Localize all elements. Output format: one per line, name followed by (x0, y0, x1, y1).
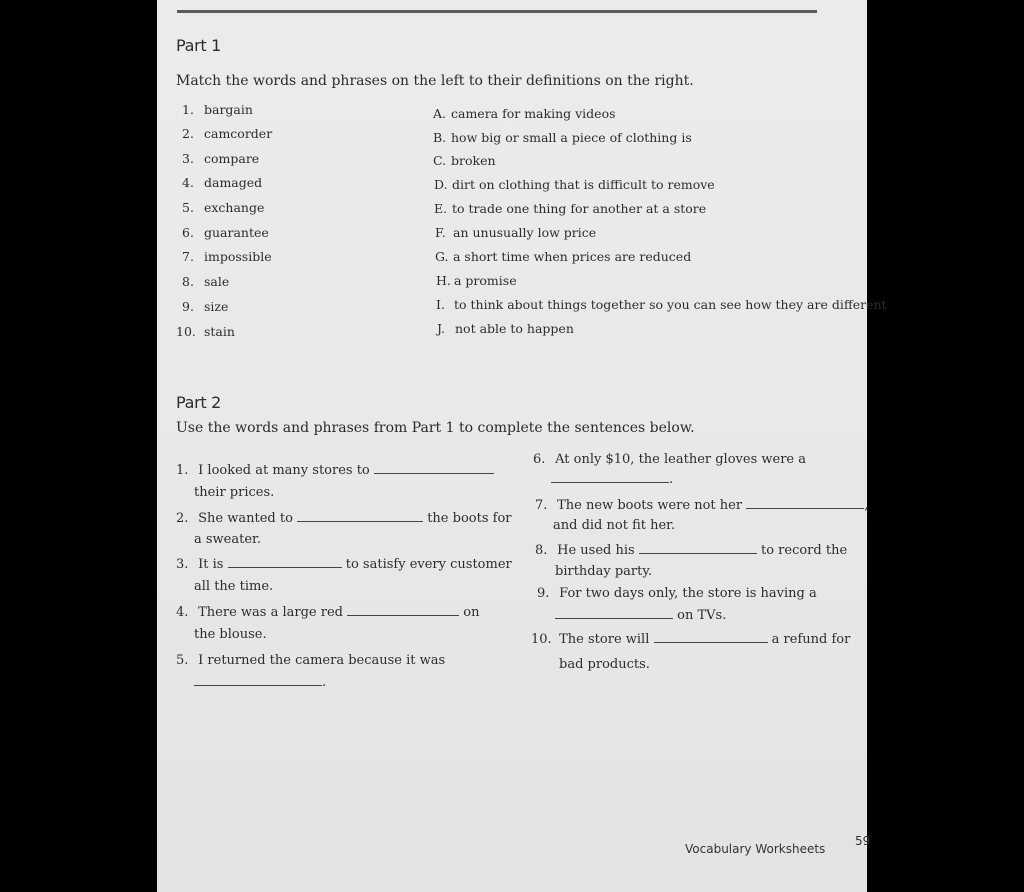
footer-label: Vocabulary Worksheets (685, 842, 826, 856)
sentence-6: 6. At only $10, the leather gloves were a (533, 452, 806, 467)
answer-blank (639, 542, 757, 554)
sentence-9: 9. For two days only, the store is having a (537, 586, 817, 601)
page-number: 59 (855, 834, 871, 848)
sentence-8: 8. He used his to record the (535, 543, 848, 558)
word-item: 9. size (182, 299, 229, 314)
definition-item: I. to think about things together so you can see how they are different (436, 297, 887, 312)
word-item: 10. stain (176, 324, 235, 339)
sentence-3: 3. It is to satisfy every customer (176, 557, 512, 572)
definition-item: J. not able to happen (437, 321, 574, 336)
part1-instructions: Match the words and phrases on the left to their definitions on the right. (176, 73, 694, 89)
part1-heading: Part 1 (176, 36, 222, 55)
sentence-5: 5. I returned the camera because it was (176, 653, 446, 668)
sentence-4-cont: the blouse. (194, 627, 267, 642)
answer-blank (228, 556, 342, 568)
answer-blank (374, 462, 494, 474)
word-item: 4. damaged (182, 175, 263, 190)
sentence-5-cont: . (194, 674, 326, 690)
word-item: 1. bargain (182, 102, 253, 117)
part2-heading: Part 2 (176, 393, 222, 412)
definition-item: G. a short time when prices are reduced (435, 249, 692, 264)
definition-item: F. an unusually low price (435, 225, 597, 240)
definition-item: B. how big or small a piece of clothing is (433, 130, 692, 145)
worksheet-page (157, 0, 887, 892)
word-item: 5. exchange (182, 200, 265, 215)
sentence-10-cont: bad products. (559, 657, 650, 672)
answer-blank (297, 510, 423, 522)
sentence-4: 4. There was a large red on (176, 605, 480, 620)
sentence-7: 7. The new boots were not her , (535, 498, 869, 513)
sentence-10: 10. The store will a refund for (531, 632, 851, 647)
sentence-1: 1. I looked at many stores to (176, 462, 494, 478)
definition-item: E. to trade one thing for another at a store (434, 201, 707, 216)
definition-item: A. camera for making videos (433, 106, 616, 121)
answer-blank (654, 631, 768, 643)
top-rule (177, 10, 817, 13)
part2-instructions: Use the words and phrases from Part 1 to complete the sentences below. (176, 420, 695, 436)
sentence-9-cont: on TVs. (555, 607, 726, 623)
sentence-2: 2. She wanted to the boots for (176, 511, 512, 526)
word-item: 2. camcorder (182, 126, 273, 141)
answer-blank (551, 471, 669, 483)
answer-blank (555, 607, 673, 619)
sentence-8-cont: birthday party. (555, 564, 653, 579)
sentence-1-cont: their prices. (194, 485, 275, 500)
word-item: 6. guarantee (182, 225, 269, 240)
sentence-6-cont: . (551, 471, 673, 487)
answer-blank (194, 674, 322, 686)
word-item: 8. sale (182, 274, 230, 289)
sentence-2-cont: a sweater. (194, 532, 261, 547)
definition-item: H. a promise (436, 273, 517, 288)
answer-blank (746, 497, 864, 509)
definition-item: C. broken (433, 153, 496, 168)
definition-item: D. dirt on clothing that is difficult to remove (434, 177, 715, 192)
word-item: 7. impossible (182, 249, 272, 264)
word-item: 3. compare (182, 151, 260, 166)
sentence-3-cont: all the time. (194, 579, 274, 594)
sentence-7-cont: and did not fit her. (553, 518, 676, 533)
answer-blank (347, 604, 459, 616)
